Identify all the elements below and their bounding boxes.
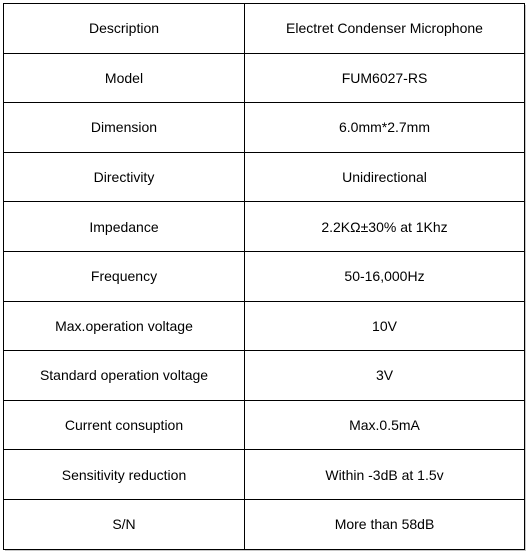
spec-table [3,3,525,550]
row-label: Dimension [4,103,245,153]
table-row [4,53,525,103]
row-label: Max.operation voltage [4,301,245,351]
table-row [4,351,525,401]
table-row [4,4,525,54]
table-row [4,152,525,202]
row-value: Unidirectional [245,152,525,202]
row-label: Standard operation voltage [4,351,245,401]
row-label: Model [4,53,245,103]
table-row [4,301,525,351]
row-label: Impedance [4,202,245,252]
row-label: Description [4,4,245,54]
row-value: Electret Condenser Microphone [245,4,525,54]
table-row [4,103,525,153]
table-row [4,450,525,500]
spec-table-body [4,4,525,550]
row-label: Current consuption [4,400,245,450]
row-value: 6.0mm*2.7mm [245,103,525,153]
row-value: 10V [245,301,525,351]
row-label: S/N [4,499,245,549]
row-label: Directivity [4,152,245,202]
row-value: 2.2KΩ±30% at 1Khz [245,202,525,252]
row-value: Max.0.5mA [245,400,525,450]
row-value: 50-16,000Hz [245,251,525,301]
row-value: Within -3dB at 1.5v [245,450,525,500]
table-row [4,499,525,549]
table-row [4,400,525,450]
table-row [4,251,525,301]
table-row [4,202,525,252]
row-value: More than 58dB [245,499,525,549]
row-value: FUM6027-RS [245,53,525,103]
row-label: Sensitivity reduction [4,450,245,500]
row-label: Frequency [4,251,245,301]
row-value: 3V [245,351,525,401]
